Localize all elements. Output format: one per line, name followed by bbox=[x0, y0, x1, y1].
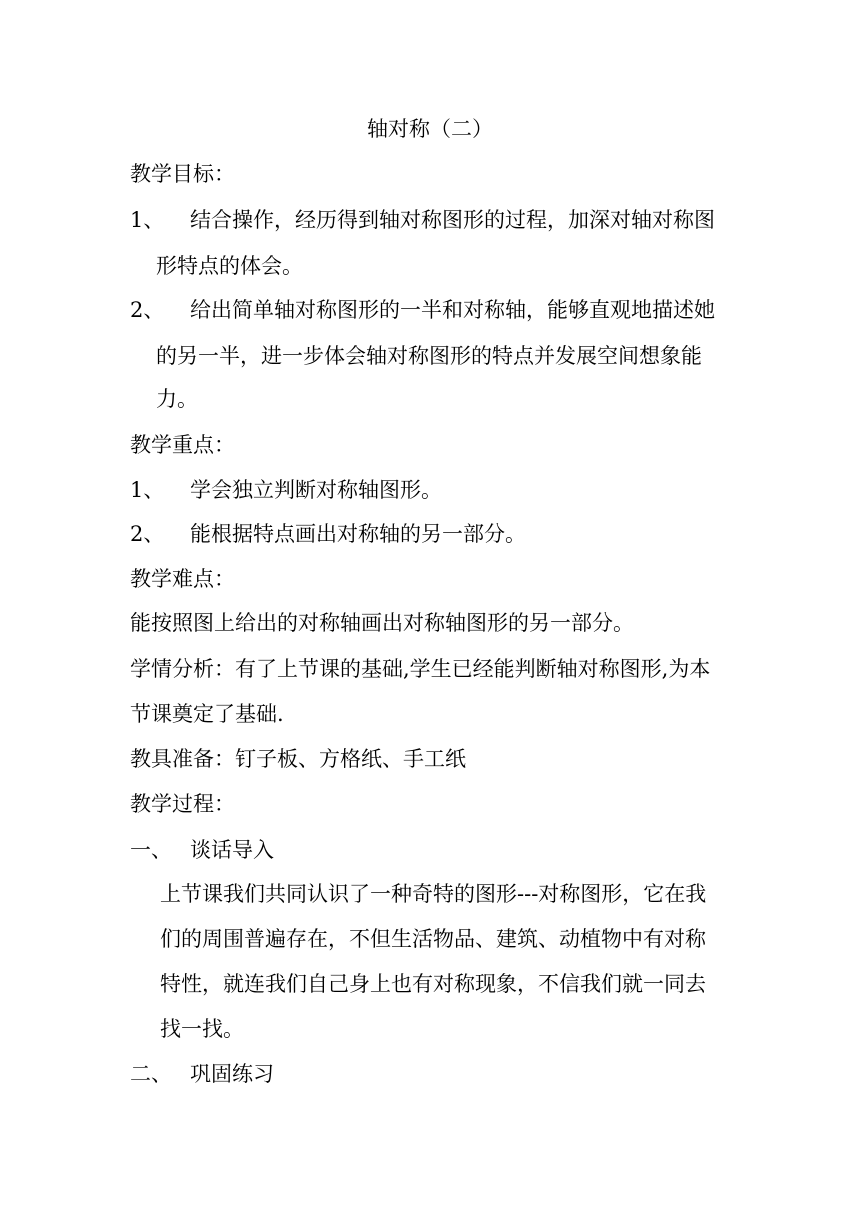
difficulties-heading: 教学难点： bbox=[130, 567, 235, 591]
analysis-line-2: 节课奠定了基础. bbox=[130, 702, 284, 726]
objective-1-line-2: 形特点的体会。 bbox=[156, 254, 303, 278]
difficulties-text: 能按照图上给出的对称轴画出对称轴图形的另一部分。 bbox=[130, 611, 634, 635]
section-1-line-3: 特性，就连我们自己身上也有对称现象，不信我们就一同去 bbox=[160, 972, 706, 996]
section-1-line-2: 们的周围普遍存在，不但生活物品、建筑、动植物中有对称 bbox=[160, 927, 706, 951]
objective-2-line-1: 给出简单轴对称图形的一半和对称轴，能够直观地描述她 bbox=[190, 298, 715, 322]
key-point-1-number: 1、 bbox=[130, 478, 165, 502]
page-title: 轴对称（二） bbox=[367, 117, 493, 141]
key-point-1-text: 学会独立判断对称轴图形。 bbox=[190, 478, 442, 502]
tools-text: 教具准备：钉子板、方格纸、手工纸 bbox=[130, 747, 466, 771]
objective-1-line-1: 结合操作，经历得到轴对称图形的过程，加深对轴对称图 bbox=[190, 208, 715, 232]
objective-2-line-2: 的另一半，进一步体会轴对称图形的特点并发展空间想象能 bbox=[156, 344, 702, 368]
key-point-2-text: 能根据特点画出对称轴的另一部分。 bbox=[190, 522, 526, 546]
key-points-heading: 教学重点： bbox=[130, 433, 235, 457]
section-2-title: 巩固练习 bbox=[190, 1062, 274, 1086]
objectives-heading: 教学目标： bbox=[130, 162, 235, 186]
objective-1-number: 1、 bbox=[130, 208, 165, 232]
section-1-line-1: 上节课我们共同认识了一种奇特的图形---对称图形，它在我 bbox=[160, 882, 707, 906]
objective-2-number: 2、 bbox=[130, 298, 165, 322]
process-heading: 教学过程： bbox=[130, 792, 235, 816]
analysis-line-1: 学情分析：有了上节课的基础,学生已经能判断轴对称图形,为本 bbox=[130, 657, 711, 681]
section-1-title: 谈话导入 bbox=[190, 838, 274, 862]
section-1-number: 一、 bbox=[130, 838, 172, 862]
section-1-line-4: 找一找。 bbox=[160, 1017, 244, 1041]
key-point-2-number: 2、 bbox=[130, 522, 165, 546]
objective-2-line-3: 力。 bbox=[156, 387, 198, 411]
section-2-number: 二、 bbox=[130, 1062, 172, 1086]
